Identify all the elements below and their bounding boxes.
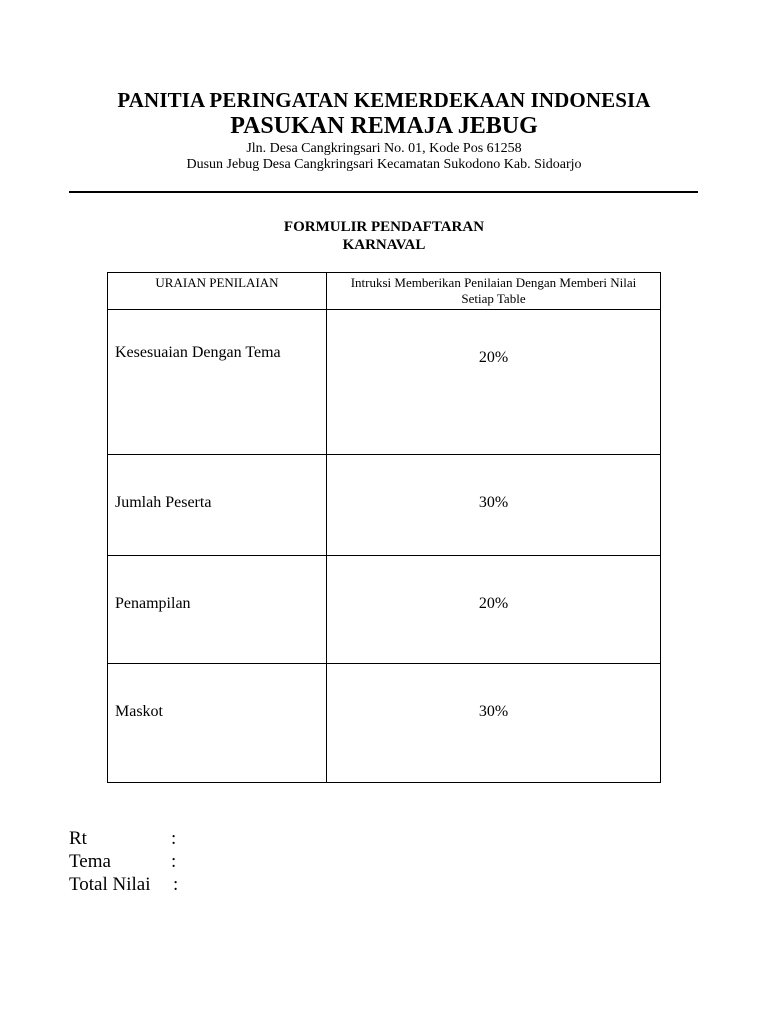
footer-field-rt[interactable] (69, 828, 176, 850)
header-instruction: Intruksi Memberikan Penilaian Dengan Memberi Nilai Setiap Table (327, 273, 661, 310)
score-cell[interactable] (327, 664, 661, 783)
criterion-label: Kesesuaian Dengan Tema (115, 344, 281, 361)
field-separator: : (171, 828, 177, 849)
score-cell[interactable] (327, 310, 661, 455)
field-label: Tema (69, 851, 111, 872)
header-divider (69, 191, 698, 193)
table-row (108, 455, 661, 556)
form-title: FORMULIR PENDAFTARAN (283, 219, 485, 235)
address-line-1: Jln. Desa Cangkringsari No. 01, Kode Pos 61258 (246, 141, 522, 156)
field-label: Total Nilai (69, 874, 151, 895)
header-criteria: URAIAN PENILAIAN (108, 273, 327, 310)
score-cell[interactable] (327, 455, 661, 556)
field-separator: : (171, 851, 177, 872)
criterion-cell (108, 310, 327, 455)
table-row (108, 310, 661, 455)
weight-label: 20% (478, 595, 509, 612)
weight-label: 20% (478, 349, 509, 366)
field-separator: : (173, 874, 179, 895)
weight-label: 30% (478, 703, 509, 720)
form-subtitle: KARNAVAL (342, 237, 426, 253)
table-row (108, 664, 661, 783)
criterion-cell (108, 664, 327, 783)
unit-title: PASUKAN REMAJA JEBUG (230, 113, 538, 139)
organization-title: PANITIA PERINGATAN KEMERDEKAAN INDONESIA (117, 88, 651, 112)
assessment-table (107, 272, 661, 783)
address-line-2: Dusun Jebug Desa Cangkringsari Kecamatan Sukodono Kab. Sidoarjo (186, 157, 582, 172)
table-row (108, 556, 661, 664)
criterion-cell (108, 556, 327, 664)
footer-field-total-nilai[interactable] (69, 874, 178, 896)
field-label: Rt (69, 828, 87, 849)
criterion-label: Maskot (115, 703, 163, 720)
footer-field-tema[interactable] (69, 851, 176, 873)
weight-label: 30% (478, 494, 509, 511)
criterion-cell (108, 455, 327, 556)
criterion-label: Penampilan (115, 595, 191, 612)
score-cell[interactable] (327, 556, 661, 664)
table-header-row (108, 273, 661, 310)
criterion-label: Jumlah Peserta (115, 494, 212, 511)
